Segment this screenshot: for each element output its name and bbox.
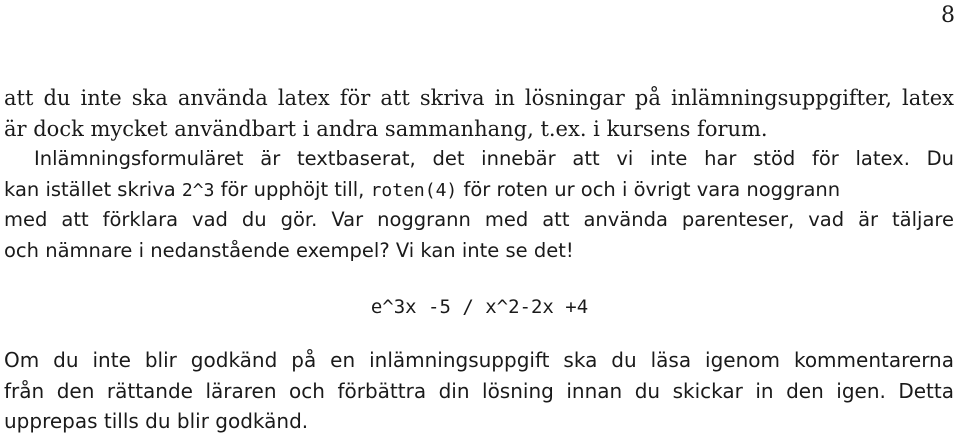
instructions-text: för upphöjt till, [214,177,371,201]
page-number: 8 [941,3,955,28]
instructions-line: Inlämningsformuläret är textbaserat, det innebär att vi inte har stöd för latex. Du [34,147,954,170]
instructions-text: för roten ur och i övrigt vara noggrann [457,177,841,201]
instructions-line: med att förklara vad du gör. Var noggrann med att använda parenteser, vad är täljare [4,208,954,231]
code-power-example: 2^3 [181,179,215,201]
intro-line: att du inte ska använda latex för att skriva in lösningar på inlämningsuppgifter, latex [4,86,954,110]
outro-line: från den rättande läraren och förbättra din lösning innan du skickar in den igen. Detta [4,378,954,403]
instructions-paragraph [4,144,954,266]
outro-paragraph [4,345,954,437]
intro-paragraph [4,83,954,144]
example-formula: e^3x -5 / x^2-2x +4 [370,296,589,318]
code-root-example: roten(4) [370,179,458,201]
outro-line: Om du inte blir godkänd på en inlämningsuppgift ska du läsa igenom kommentarerna [4,348,954,372]
intro-line: är dock mycket användbart i andra sammanhang, t.ex. i kursens forum. [4,116,768,141]
instructions-text: kan istället skriva [4,177,182,201]
instructions-line [4,175,954,206]
outro-line: upprepas tills du blir godkänd. [4,409,309,433]
instructions-line: och nämnare i nedanstående exempel? Vi kan inte se det! [4,238,574,262]
